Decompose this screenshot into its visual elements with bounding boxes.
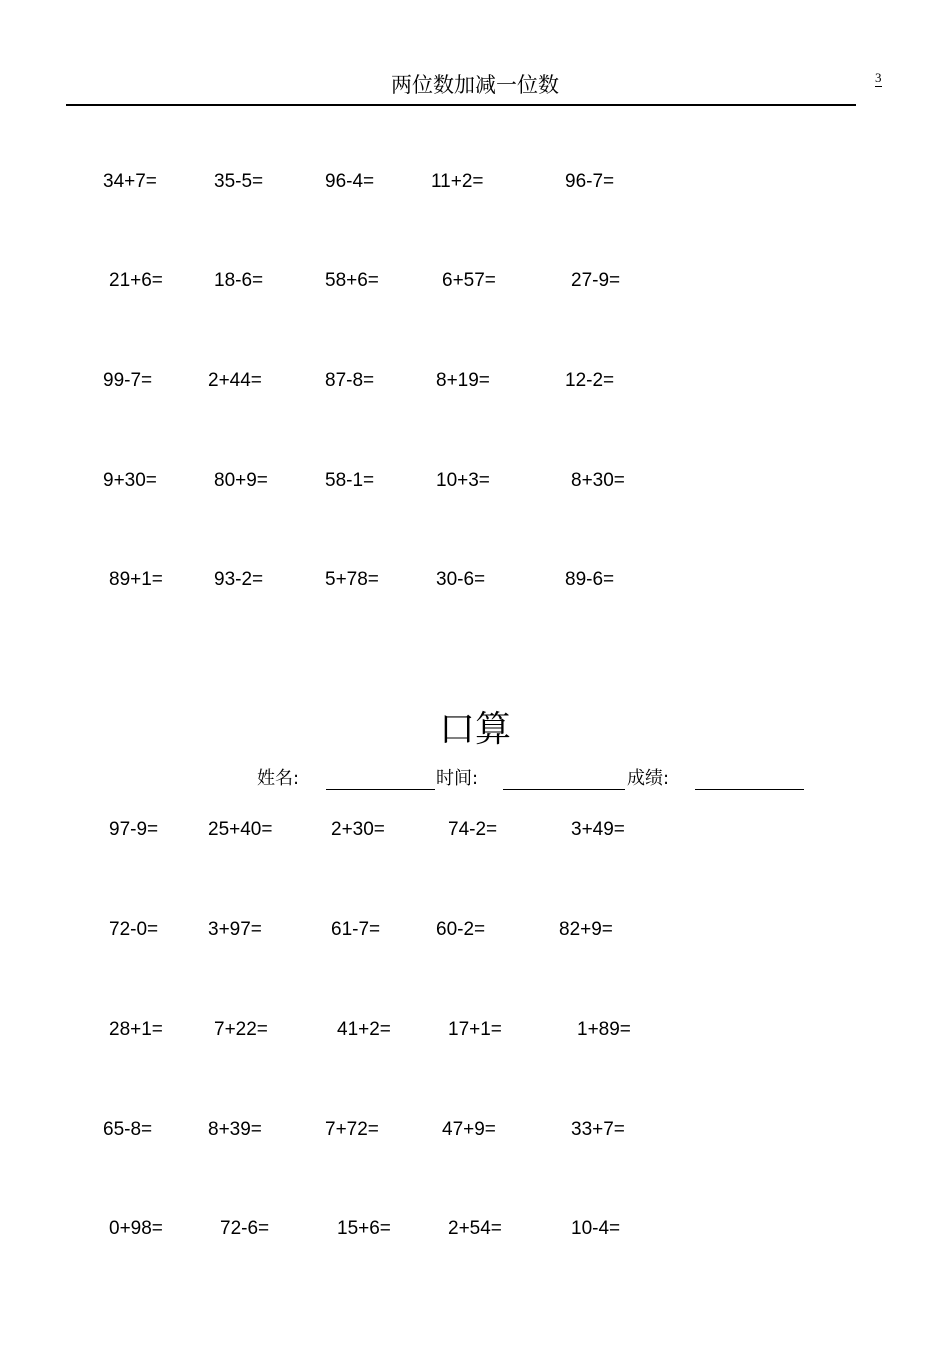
problem: 82+9= (559, 919, 613, 940)
page-number: 3 (875, 70, 882, 85)
problem: 18-6= (214, 270, 264, 291)
problem: 61-7= (331, 919, 381, 940)
problem: 96-4= (325, 171, 375, 192)
problem: 21+6= (109, 270, 163, 291)
problem: 96-7= (565, 171, 615, 192)
problem: 8+30= (571, 470, 625, 491)
problem: 12-2= (565, 370, 615, 391)
problem: 11+2= (431, 171, 484, 192)
time-label: 时间: (436, 768, 479, 789)
problem: 35-5= (214, 171, 264, 192)
problem: 10+3= (436, 470, 490, 491)
problem: 10-4= (571, 1218, 621, 1239)
problem: 8+19= (436, 370, 490, 391)
problem: 28+1= (109, 1019, 163, 1040)
problem: 65-8= (103, 1119, 153, 1140)
problem: 41+2= (337, 1019, 391, 1040)
score-blank[interactable] (695, 789, 804, 790)
problem: 58+6= (325, 270, 379, 291)
problem: 3+97= (208, 919, 262, 940)
problem: 30-6= (436, 569, 486, 590)
problem: 89+1= (109, 569, 163, 590)
problem: 17+1= (448, 1019, 502, 1040)
problem: 87-8= (325, 370, 375, 391)
section-title: 口算 (438, 709, 511, 750)
problem: 89-6= (565, 569, 615, 590)
problem: 1+89= (577, 1019, 631, 1040)
problem: 8+39= (208, 1119, 262, 1140)
problem: 33+7= (571, 1119, 625, 1140)
problem: 58-1= (325, 470, 375, 491)
problem: 7+22= (214, 1019, 268, 1040)
header-rule (66, 104, 856, 106)
problem: 93-2= (214, 569, 264, 590)
problem: 2+30= (331, 819, 385, 840)
problem: 27-9= (571, 270, 621, 291)
problem: 34+7= (103, 171, 157, 192)
name-blank[interactable] (326, 789, 435, 790)
name-label: 姓名: (257, 768, 300, 789)
problem: 60-2= (436, 919, 486, 940)
problem: 6+57= (442, 270, 496, 291)
problem: 99-7= (103, 370, 153, 391)
page-title: 两位数加减一位数 (391, 73, 559, 97)
problem: 2+44= (208, 370, 262, 391)
problem: 15+6= (337, 1218, 391, 1239)
problem: 25+40= (208, 819, 273, 840)
problem: 7+72= (325, 1119, 379, 1140)
problem: 0+98= (109, 1218, 163, 1239)
problem: 47+9= (442, 1119, 496, 1140)
problem: 72-0= (109, 919, 159, 940)
problem: 97-9= (109, 819, 159, 840)
problem: 9+30= (103, 470, 157, 491)
problem: 72-6= (220, 1218, 270, 1239)
problem: 74-2= (448, 819, 498, 840)
score-label: 成绩: (627, 768, 670, 789)
time-blank[interactable] (503, 789, 625, 790)
problem: 80+9= (214, 470, 268, 491)
problem: 3+49= (571, 819, 625, 840)
problem: 5+78= (325, 569, 379, 590)
problem: 2+54= (448, 1218, 502, 1239)
